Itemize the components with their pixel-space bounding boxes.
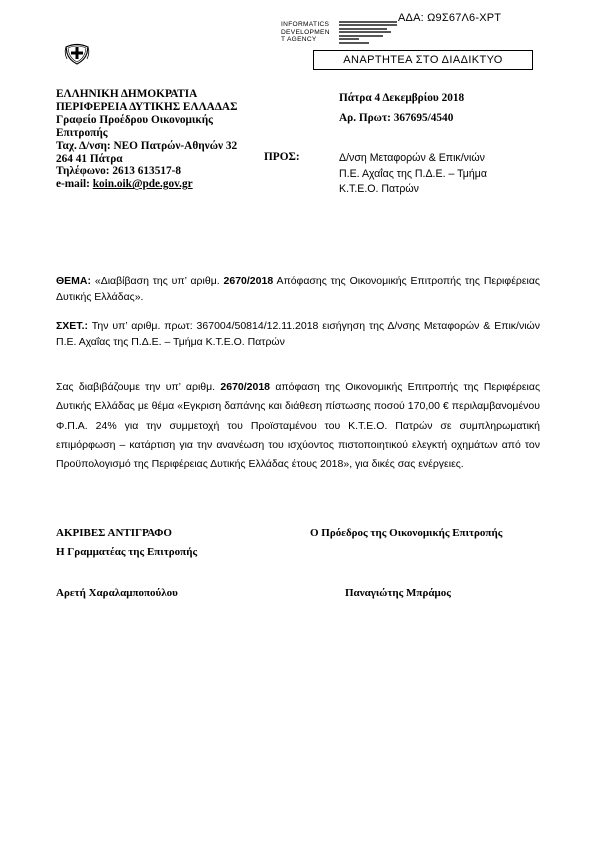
sender-email-line <box>56 178 237 191</box>
date-line: Πάτρα 4 Δεκεμβρίου 2018 <box>339 92 465 104</box>
posting-stamp: ΑΝΑΡΤΗΤΕΑ ΣΤΟ ΔΙΑΔΙΚΤΥΟ <box>313 50 533 70</box>
sender-line: 264 41 Πάτρα <box>56 152 123 165</box>
president-role: Ο Πρόεδρος της Οικονομικής Επιτροπής <box>310 527 503 539</box>
recipient-line: Κ.Τ.Ε.Ο. Πατρών <box>339 183 419 195</box>
body-text-post: απόφαση της Οικονομικής Επιτροπής της Περιφέρειας Δυτικής Ελλάδας με θέμα «Εγκριση δαπάνης και διάθεση πίστωσης ποσού 170,00 € περιλαμβανομένου Φ.Π.Α. 24% για την συμμετοχή του Προϊσταμένου του Κ.Τ.Ε.Ο. Πατρών σε συμπληρωματική επιμόρφωση – κατάρτιση για την ανανέωση του ισχύοντος πιστοποιητικού ελεγκτή οχημάτων από τον Προϋπολογισμό της Περιφέρειας Δυτικής Ελλάδας έτους 2018», για δικές σας ενέργειες. <box>56 381 541 471</box>
sender-line: Ταχ. Δ/νση: ΝΕΟ Πατρών-Αθηνών 32 <box>56 139 238 152</box>
sender-line: ΕΛΛΗΝΙΚΗ ΔΗΜΟΚΡΑΤΙΑ <box>56 88 198 100</box>
reference-paragraph <box>56 319 540 350</box>
ida-logo <box>281 21 330 44</box>
date-protocol-block <box>339 88 464 128</box>
sender-line: ΠΕΡΙΦΕΡΕΙΑ ΔΥΤΙΚΗΣ ΕΛΛΑΔΑΣ <box>56 100 238 113</box>
ada-identifier: ΑΔΑ: Ω9Σ67Λ6-ΧΡΤ <box>398 12 502 24</box>
ida-fine-print <box>339 21 397 45</box>
subject-label: ΘΕΜΑ: <box>56 275 91 287</box>
recipient-line: Δ/νση Μεταφορών & Επικ/νιών <box>339 152 485 164</box>
body-decision-number: 2670/2018 <box>220 381 271 393</box>
subject-text-pre: «Διαβίβαση της υπ’ αριθμ. <box>91 275 224 287</box>
recipient-line: Π.Ε. Αχαΐας της Π.Δ.Ε. – Τμήμα <box>339 167 488 180</box>
sender-line: Τηλέφωνο: 2613 613517-8 <box>56 165 182 178</box>
email-label: e-mail: <box>56 178 93 191</box>
greek-emblem-icon <box>64 40 90 66</box>
recipient-block <box>339 151 487 198</box>
ida-logo-line: INFORMATICS <box>281 21 330 28</box>
ida-logo-line: T AGENCY <box>281 36 317 44</box>
pros-label: ΠΡΟΣ: <box>264 151 300 163</box>
secretary-name: Αρετή Χαραλαμποπούλου <box>56 587 178 599</box>
president-name: Παναγιώτης Μπράμος <box>345 587 451 599</box>
subject-paragraph <box>56 274 540 305</box>
sender-line: Γραφείο Προέδρου Οικονομικής <box>56 113 213 126</box>
secretary-role: Η Γραμματέας της Επιτροπής <box>56 546 198 558</box>
reference-text: Την υπ’ αριθμ. πρωτ: 367004/50814/12.11.2018 εισήγηση της Δ/νσης Μεταφορών & Επικ/νιών Π.Ε. Αχαΐας της Π.Δ.Ε. – Τμήμα Κ.Τ.Ε.Ο. Πατρών <box>56 320 540 348</box>
true-copy-title: ΑΚΡΙΒΕΣ ΑΝΤΙΓΡΑΦΟ <box>56 527 172 539</box>
body-text-pre: Σας διαβιβάζουμε την υπ’ αριθμ. <box>56 381 221 393</box>
email-link[interactable]: koin.oik@pde.gov.gr <box>92 178 193 191</box>
reference-label: ΣΧΕΤ.: <box>56 320 88 332</box>
subject-text-post: Απόφασης της Οικονομικής Επιτροπής της Περιφέρειας Δυτικής Ελλάδας». <box>56 275 540 303</box>
decision-number: 2670/2018 <box>223 275 274 287</box>
sender-block <box>56 88 237 191</box>
body-paragraph <box>56 378 540 474</box>
sender-line: Επιτροπής <box>56 126 108 139</box>
ida-logo-line: DEVELOPMEN <box>281 28 330 36</box>
protocol-line: Αρ. Πρωτ: 367695/4540 <box>339 112 454 124</box>
